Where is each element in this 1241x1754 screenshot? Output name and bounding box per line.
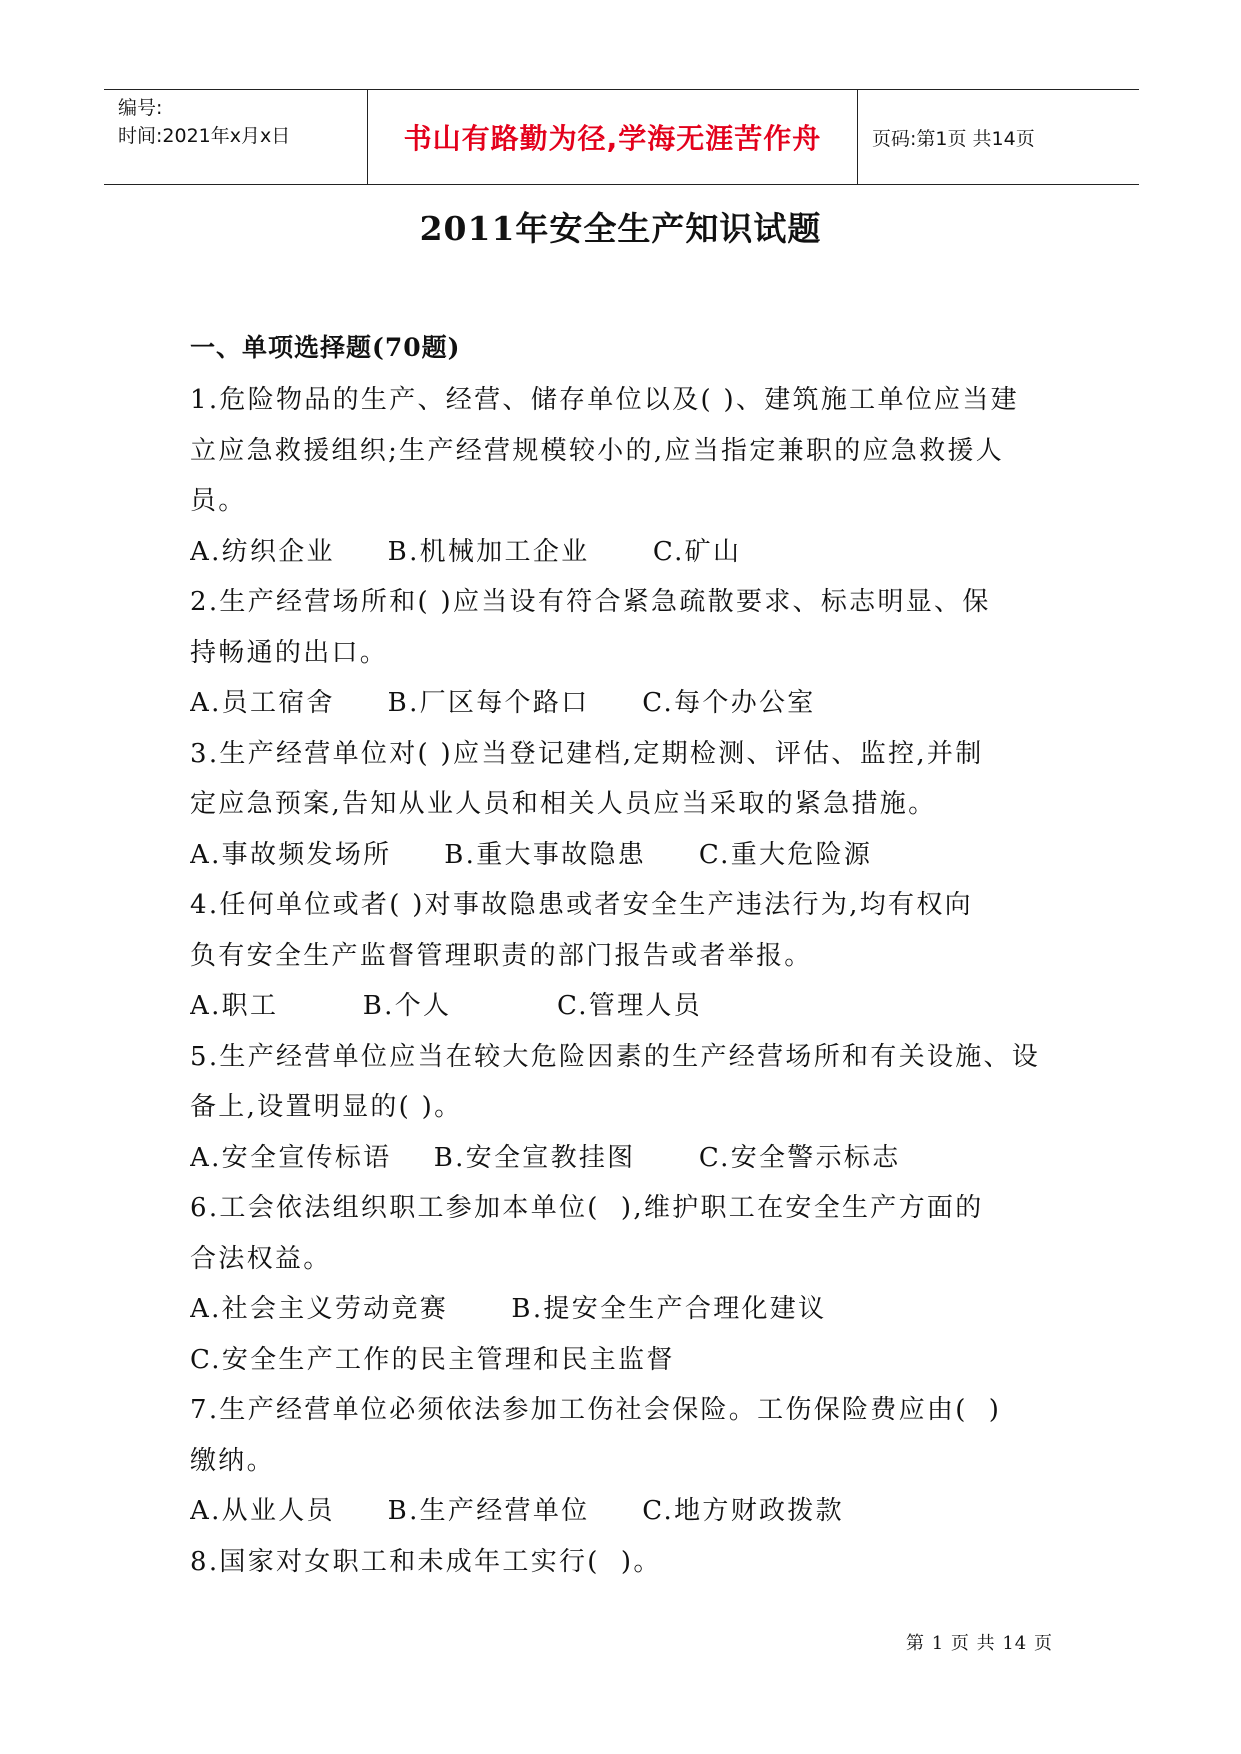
text-line: 缴纳。 — [190, 1445, 275, 1476]
text-line: 负有安全生产监督管理职责的部门报告或者举报。 — [190, 940, 813, 971]
text-line: 定应急预案,告知从业人员和相关人员应当采取的紧急措施。 — [190, 789, 937, 819]
text-line: 合法权益。 — [190, 1243, 332, 1274]
page-title: 2011年安全生产知识试题 — [419, 209, 822, 248]
header-page-cell — [858, 90, 1139, 184]
text-line: 持畅通的出口。 — [190, 637, 389, 668]
question-content — [190, 375, 1060, 1587]
text-line: C.安全生产工作的民主管理和民主监督 — [190, 1344, 675, 1375]
text-line: A.员工宿舍 B.厂区每个路口 C.每个办公室 — [190, 688, 816, 718]
text-line: 3.生产经营单位对( )应当登记建档,定期检测、评估、监控,并制 — [190, 738, 984, 769]
text-line: 5.生产经营单位应当在较大危险因素的生产经营场所和有关设施、设 — [190, 1041, 1041, 1072]
text-line: 员。 — [190, 486, 247, 516]
text-line: 备上,设置明显的( )。 — [190, 1092, 463, 1122]
header-meta — [104, 90, 368, 184]
text-line: A.安全宣传标语 B.安全宣教挂图 C.安全警示标志 — [190, 1142, 901, 1173]
text-line: 1.危险物品的生产、经营、储存单位以及( )、建筑施工单位应当建 — [190, 385, 1019, 415]
text-line: 7.生产经营单位必须依法参加工伤社会保险。工伤保险费应由( ) — [190, 1395, 1002, 1425]
text-line: A.事故频发场所 B.重大事故隐患 C.重大危险源 — [190, 839, 873, 870]
section-heading: 一、单项选择题(70题) — [190, 333, 461, 362]
text-line: 8.国家对女职工和未成年工实行( )。 — [190, 1546, 662, 1577]
motto-text: 书山有路勤为径,学海无涯苦作舟 — [403, 122, 822, 155]
text-line: 6.工会依法组织职工参加本单位( ),维护职工在安全生产方面的 — [190, 1193, 984, 1223]
text-line: A.职工 B.个人 C.管理人员 — [190, 991, 703, 1021]
page-footer: 第 1 页 共 14 页 — [906, 1633, 1053, 1654]
text-line: 4.任何单位或者( )对事故隐患或者安全生产违法行为,均有权向 — [190, 890, 973, 920]
document-header — [104, 89, 1139, 185]
time-label: 时间:2021年x月x日 — [118, 125, 291, 147]
text-line: 2.生产经营场所和( )应当设有符合紧急疏散要求、标志明显、保 — [190, 587, 991, 617]
text-line: A.纺织企业 B.机械加工企业 C.矿山 — [190, 536, 742, 567]
page-label: 页码:第1页 共14页 — [872, 127, 1035, 150]
header-motto-cell — [368, 90, 858, 184]
text-line: A.从业人员 B.生产经营单位 C.地方财政拨款 — [190, 1496, 844, 1526]
number-label: 编号: — [118, 97, 163, 119]
text-line: 立应急救援组织;生产经营规模较小的,应当指定兼职的应急救援人 — [190, 435, 1005, 466]
text-line: A.社会主义劳动竞赛 B.提安全生产合理化建议 — [190, 1294, 827, 1324]
